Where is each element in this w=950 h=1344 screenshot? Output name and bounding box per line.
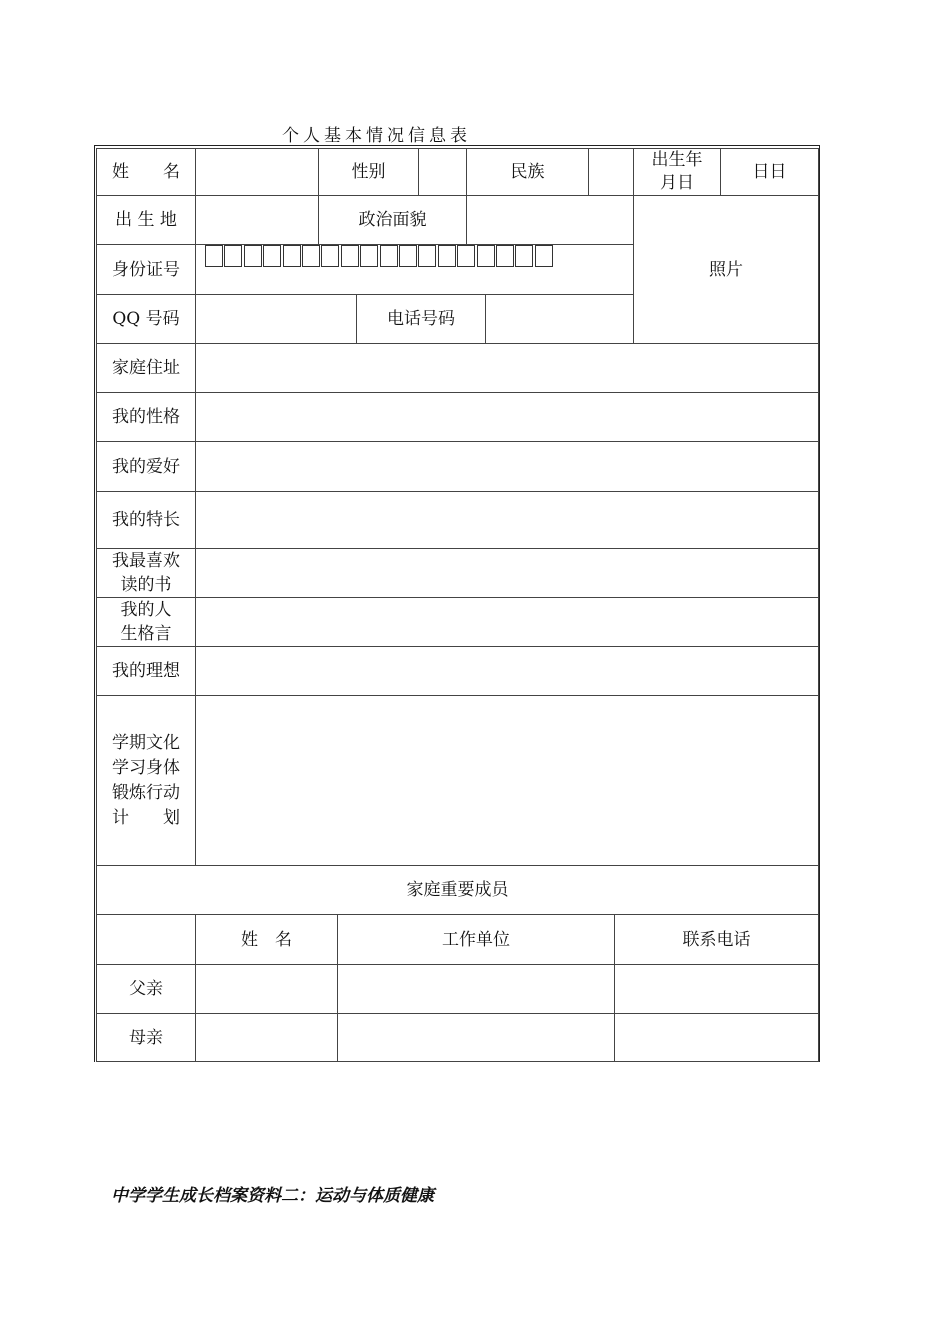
birthplace-field[interactable] (196, 196, 318, 244)
father-phone-field[interactable] (615, 965, 818, 1013)
col-line (818, 148, 819, 1062)
mother-phone-field[interactable] (615, 1014, 818, 1061)
id-digit-box[interactable] (321, 245, 339, 267)
family-col-blank (97, 915, 195, 964)
birth-date-value: 日日 (752, 162, 787, 182)
family-relation-father: 父亲 (129, 979, 163, 999)
id-digit-box[interactable] (302, 245, 320, 267)
id-digit-box[interactable] (477, 245, 495, 267)
favorite-book-field[interactable] (196, 549, 818, 597)
specialties-field[interactable] (196, 492, 818, 548)
id-digit-box[interactable] (515, 245, 533, 267)
id-digit-box[interactable] (205, 245, 223, 267)
label-name: 姓 名 (112, 162, 180, 182)
id-digit-box[interactable] (496, 245, 514, 267)
family-relation-mother: 母亲 (129, 1027, 163, 1048)
id-digit-box[interactable] (283, 245, 301, 267)
label-specialties: 我的特长 (112, 510, 180, 530)
ideal-field[interactable] (196, 647, 818, 695)
label-political-status: 政治面貌 (358, 210, 427, 230)
row-line (96, 1061, 819, 1062)
personality-field[interactable] (196, 393, 818, 441)
gender-field[interactable] (419, 149, 466, 195)
label-id-number: 身份证号 (112, 259, 180, 280)
label-birthplace: 出 生 地 (115, 210, 177, 230)
id-digit-box[interactable] (535, 245, 553, 267)
label-favorite-book: 我最喜欢 读的书 (112, 551, 180, 595)
id-digit-box[interactable] (399, 245, 417, 267)
form-title: 个人基本情况信息表 (282, 126, 471, 146)
label-personality: 我的性格 (112, 407, 180, 427)
label-hobbies: 我的爱好 (112, 456, 180, 477)
id-digit-box[interactable] (380, 245, 398, 267)
id-digit-box[interactable] (224, 245, 242, 267)
motto-field[interactable] (196, 598, 818, 646)
label-birth-date: 出生年 月日 (651, 150, 703, 193)
family-heading: 家庭重要成员 (406, 880, 509, 900)
family-col-workplace: 工作单位 (442, 929, 510, 950)
mother-name-field[interactable] (196, 1014, 337, 1061)
ethnicity-field[interactable] (589, 149, 633, 195)
home-address-field[interactable] (196, 344, 818, 392)
label-motto: 我的人 生格言 (120, 600, 172, 644)
label-ideal: 我的理想 (112, 661, 180, 681)
mother-workplace-field[interactable] (338, 1014, 614, 1061)
label-semester-plan: 学期文化 学习身体 锻炼行动 计 划 (112, 732, 180, 828)
father-name-field[interactable] (196, 965, 337, 1013)
qq-field[interactable] (196, 295, 356, 343)
political-status-field[interactable] (467, 196, 633, 244)
id-digit-box[interactable] (438, 245, 456, 267)
label-phone: 电话号码 (387, 309, 455, 329)
section-footer-heading: 中学学生成长档案资料二：运动与体质健康 (111, 1186, 434, 1206)
label-ethnicity: 民族 (510, 162, 545, 182)
label-gender: 性别 (351, 162, 386, 182)
hobbies-field[interactable] (196, 442, 818, 491)
id-digit-box[interactable] (244, 245, 262, 267)
label-home-address: 家庭住址 (112, 358, 180, 378)
family-col-name: 姓 名 (241, 929, 292, 950)
id-digit-box[interactable] (457, 245, 475, 267)
id-digit-box[interactable] (341, 245, 359, 267)
name-field[interactable] (196, 149, 318, 195)
id-digit-box[interactable] (360, 245, 378, 267)
family-col-phone: 联系电话 (682, 929, 751, 950)
phone-field[interactable] (486, 295, 633, 343)
label-photo: 照片 (709, 259, 743, 280)
father-workplace-field[interactable] (338, 965, 614, 1013)
id-digit-box[interactable] (418, 245, 436, 267)
semester-plan-field[interactable] (196, 696, 818, 865)
label-qq: QQ 号码 (112, 309, 180, 329)
id-digit-box[interactable] (263, 245, 281, 267)
